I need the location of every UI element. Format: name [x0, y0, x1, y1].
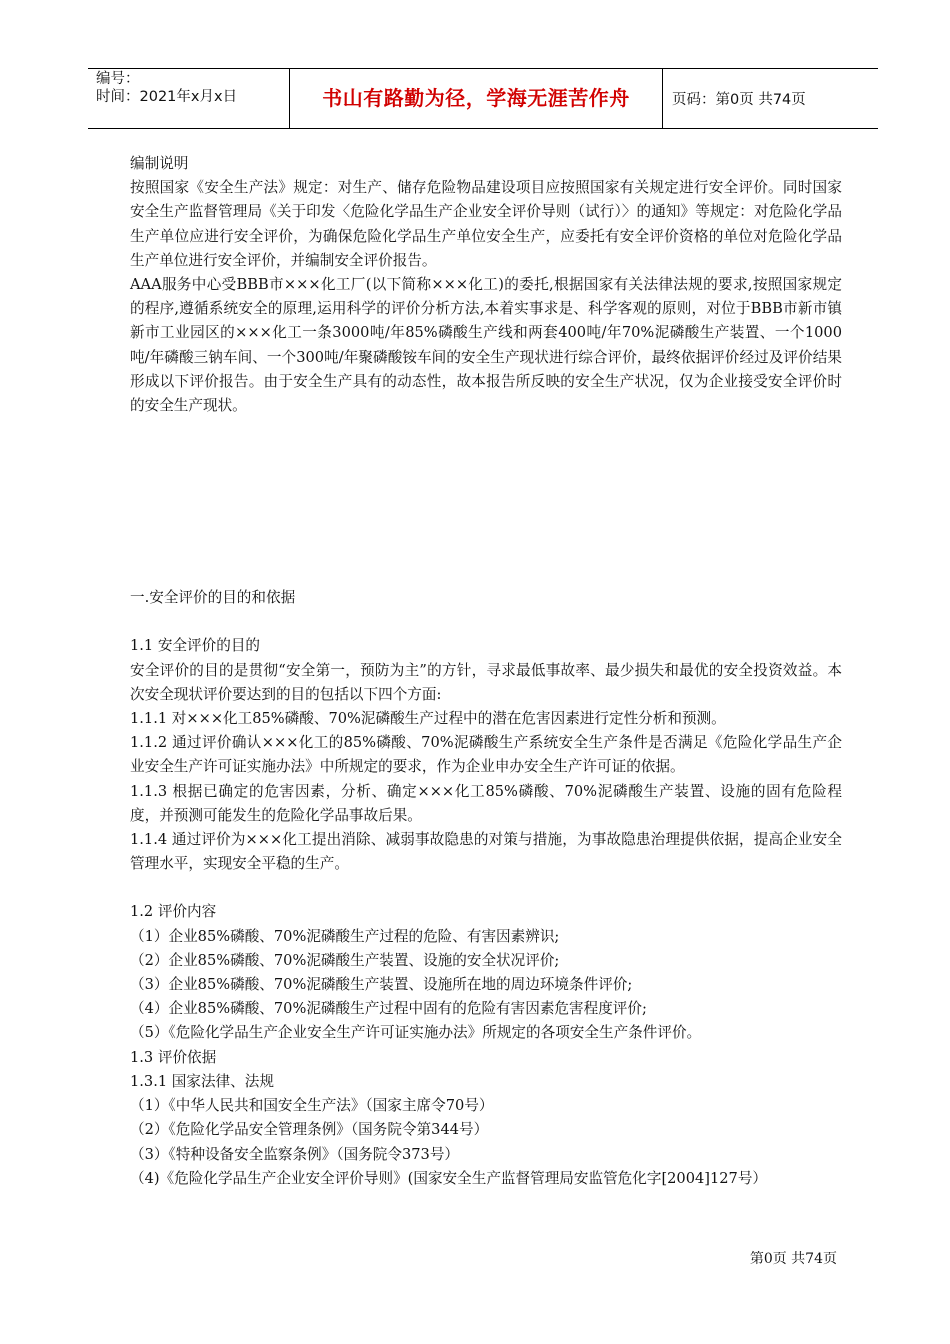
subsection-title: 1.2 评价内容 [130, 903, 217, 921]
list-item: （1）《中华人民共和国安全生产法》（国家主席令70号） [130, 1097, 494, 1115]
list-item: （2）企业85%磷酸、70%泥磷酸生产装置、设施的安全状况评价; [130, 951, 560, 969]
intro-paragraph: AAA服务中心受BBB市×××化工厂(以下简称×××化工)的委托,根据国家有关法律法规的要求,按照国家规定的程序,遵循系统安全的原理,运用科学的评价分析方法,本着实事求是、科学客观的原则，对位于BBB市新市镇新市工业园区的×××化工一条3000吨/年85%磷酸生产线和两套400吨/年70%泥磷酸生产装置、一个1000吨/年磷酸三钠车间、一个300吨/年聚磷酸铵车间的安全生产现状进行综合评价，最终依据评价经过及评价结果形成以下评价报告。由于安全生产具有的动态性，故本报告所反映的安全生产状况，仅为企业接受安全评价时的安全生产现状。 [130, 276, 842, 415]
subsection-title: 1.1 安全评价的目的 [130, 637, 261, 655]
intro-heading: 编制说明 [130, 155, 189, 172]
list-item: （2）《危险化学品安全管理条例》（国务院令第344号） [130, 1121, 489, 1139]
header-divider-2 [662, 68, 663, 128]
header-page-number: 页码：第0页 共74页 [672, 92, 806, 108]
paragraph: 1.1.3 根据已确定的危害因素，分析、确定×××化工85%磷酸、70%泥磷酸生产装置、设施的固有危险程度，并预测可能发生的危险化学品事故后果。 [130, 782, 842, 824]
paragraph: 安全评价的目的是贯彻“安全第一，预防为主”的方针，寻求最低事故率、最少损失和最优的安全投资效益。本次安全现状评价要达到的目的包括以下四个方面: [130, 661, 842, 703]
list-item: （4)《危险化学品生产企业安全评价导则》(国家安全生产监督管理局安监管危化字[2004]127号） [130, 1169, 768, 1187]
header-bottom-rule [88, 128, 878, 129]
paragraph: 1.1.1 对×××化工85%磷酸、70%泥磷酸生产过程中的潜在危害因素进行定性分析和预测。 [130, 710, 726, 728]
paragraph: 1.1.2 通过评价确认×××化工的85%磷酸、70%泥磷酸生产系统安全生产条件是否满足《危险化学品生产企业安全生产许可证实施办法》中所规定的要求，作为企业申办安全生产许可证的依据。 [130, 734, 842, 776]
list-item: （4）企业85%磷酸、70%泥磷酸生产过程中固有的危险有害因素危害程度评价; [130, 1000, 647, 1018]
intro-paragraph: 按照国家《安全生产法》规定：对生产、储存危险物品建设项目应按照国家有关规定进行安全评价。同时国家安全生产监督管理局《关于印发〈危险化学品生产企业安全评价导则（试行）〉的通知》等规定：对危险化学品生产单位应进行安全评价，为确保危险化学品生产单位安全生产，应委托有安全评价资格的单位对危险化学品生产单位进行安全评价，并编制安全评价报告。 [130, 179, 842, 269]
subsection-title: 1.3.1 国家法律、法规 [130, 1072, 274, 1090]
subsection-title: 1.3 评价依据 [130, 1048, 217, 1066]
list-item: （1）企业85%磷酸、70%泥磷酸生产过程的危险、有害因素辨识; [130, 927, 560, 945]
header-number: 编号： [96, 71, 140, 87]
header-time: 时间：2021年x月x日 [96, 89, 238, 105]
footer-page-number: 第0页 共74页 [749, 1251, 837, 1267]
list-item: （5）《危险化学品生产企业安全生产许可证实施办法》所规定的各项安全生产条件评价。 [130, 1024, 702, 1042]
list-item: （3）企业85%磷酸、70%泥磷酸生产装置、设施所在地的周边环境条件评价; [130, 976, 633, 994]
header-top-rule [88, 68, 878, 69]
header-motto: 书山有路勤为径，学海无涯苦作舟 [322, 86, 630, 110]
header-meta [96, 70, 237, 106]
document-body [130, 152, 842, 1191]
paragraph: 1.1.4 通过评价为×××化工提出消除、减弱事故隐患的对策与措施，为事故隐患治理提供依据，提高企业安全管理水平，实现安全平稳的生产。 [130, 831, 842, 873]
list-item: （3）《特种设备安全监察条例》（国务院令373号） [130, 1145, 460, 1163]
section-title: 一.安全评价的目的和依据 [130, 589, 296, 607]
